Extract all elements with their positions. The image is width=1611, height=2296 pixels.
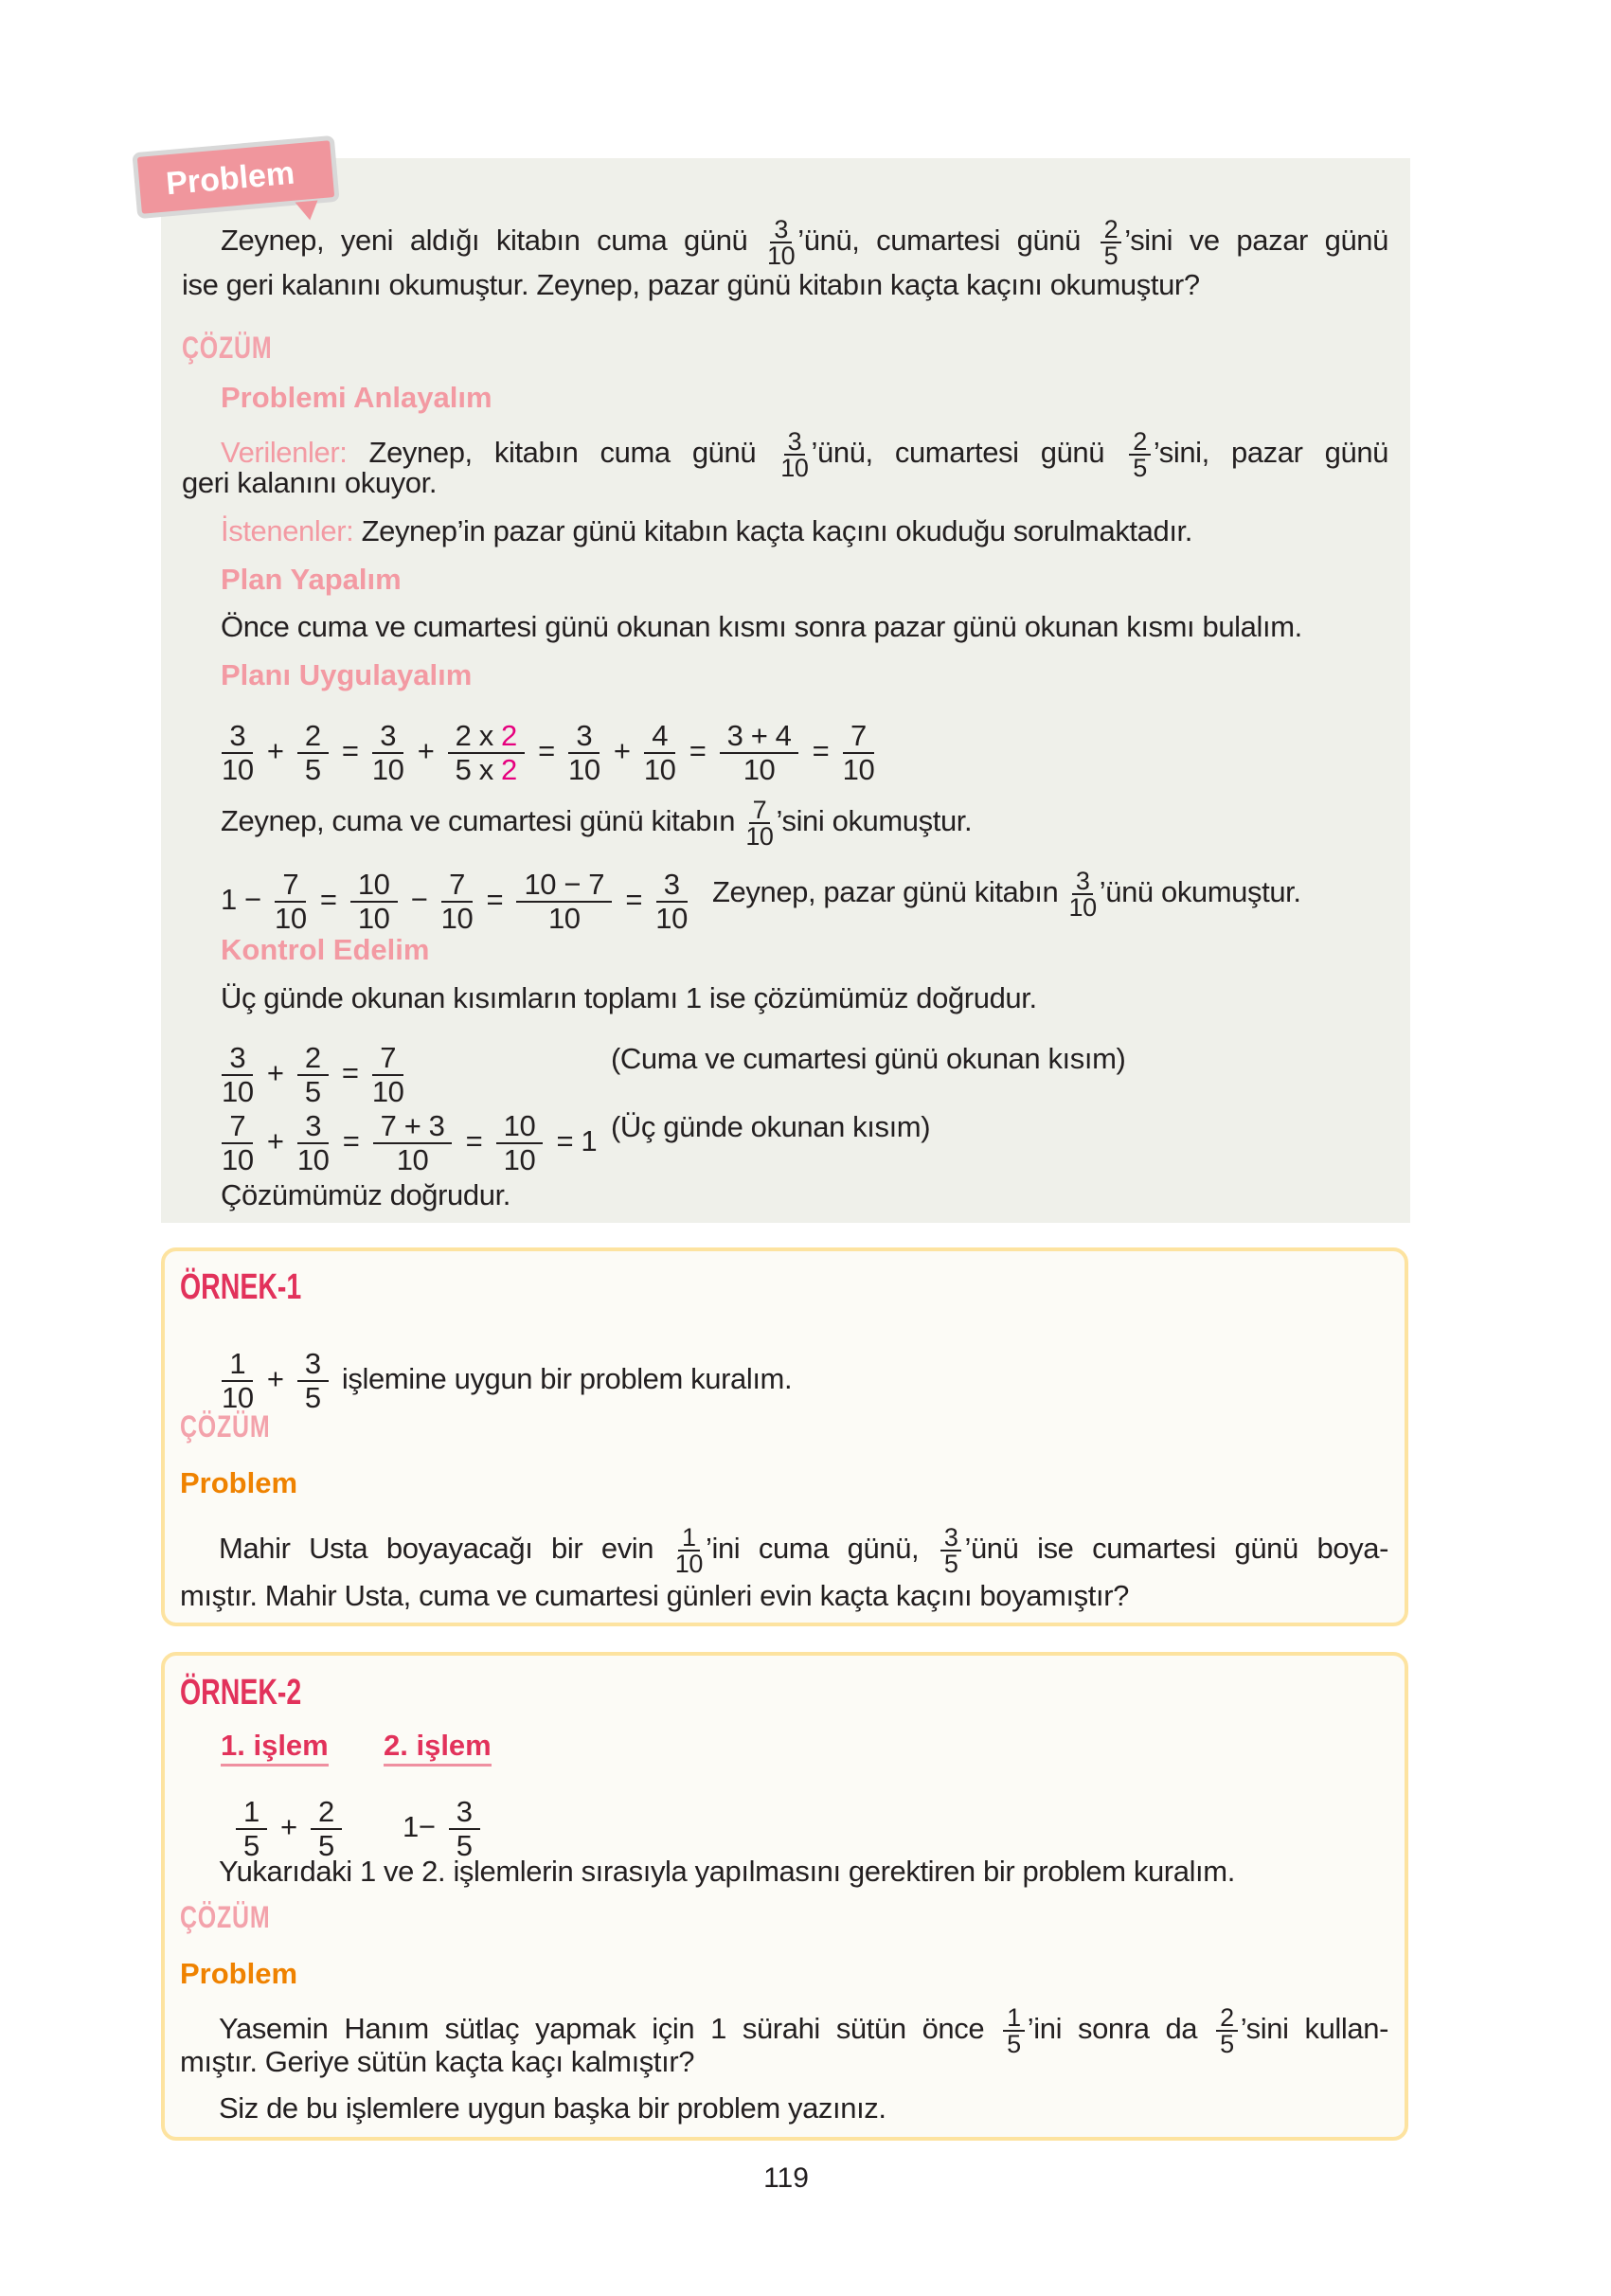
math-operator: = — [618, 883, 651, 917]
math-operator: = — [681, 734, 714, 768]
fraction-denominator: 10 — [767, 242, 796, 270]
fraction-denominator: 10 — [674, 1550, 703, 1578]
problem-text-line1 — [221, 217, 1388, 268]
fraction-numerator: 2 — [1129, 429, 1151, 456]
page-number: 119 — [763, 2162, 809, 2194]
fraction-denominator: 10 — [743, 753, 776, 786]
math-operator: + — [259, 1362, 292, 1396]
fraction — [222, 1042, 254, 1108]
equation-3-note: (Cuma ve cumartesi günü okunan kısım) — [611, 1042, 1126, 1075]
fraction-denominator: 10 — [842, 753, 875, 786]
fraction-denominator: 5 — [243, 1829, 260, 1862]
fraction — [1129, 429, 1151, 480]
text-segment: Zeynep, yeni aldığı kitabın cuma günü — [221, 224, 765, 258]
field-label: Verilenler: — [221, 436, 348, 470]
fraction-numerator: 7 — [749, 798, 771, 824]
fraction — [448, 720, 525, 786]
fraction — [236, 1796, 267, 1862]
math-operator: işlemine uygun bir problem kuralım. — [333, 1362, 793, 1396]
operation-1-label: 1. işlem — [221, 1729, 329, 1767]
fraction-denominator: 10 — [357, 902, 390, 935]
example-1-text-line2 — [180, 1579, 1129, 1613]
operation-2 — [403, 1796, 486, 1862]
example-2-solution-heading: ÇÖZÜM — [180, 1900, 271, 1934]
fraction — [843, 720, 875, 786]
fraction-denominator: 5 — [304, 1381, 321, 1414]
fraction-denominator: 5 — [304, 1075, 321, 1108]
problem-text-line2 — [182, 268, 1200, 302]
fraction-numerator: 3 — [222, 1042, 253, 1076]
fraction — [1101, 217, 1122, 268]
math-operator: + — [259, 1124, 292, 1158]
fraction — [297, 1110, 330, 1176]
fraction-numerator: 1 — [222, 1348, 253, 1382]
fraction-numerator: 7 — [222, 1110, 253, 1144]
math-operator: = — [334, 1124, 367, 1158]
fraction-numerator: 1 — [236, 1796, 267, 1830]
fraction — [644, 720, 676, 786]
example-2-problem-label: Problem — [180, 1957, 298, 1990]
math-operator: = — [333, 734, 367, 768]
fraction-numerator: 10 − 7 — [516, 869, 612, 903]
text-segment: Önce cuma ve cumartesi günü okunan kısmı sonra pazar günü okunan kısmı bulalım. — [221, 610, 1302, 643]
math-operator: + — [259, 734, 292, 768]
math-operator: = — [529, 734, 563, 768]
fraction-numerator: 2 — [297, 1042, 329, 1076]
fraction — [275, 869, 307, 935]
example-1-solution-heading: ÇÖZÜM — [180, 1409, 271, 1444]
exercise-text — [219, 2091, 886, 2126]
fraction-denominator: 5 — [1007, 2030, 1021, 2058]
math-operator: = 1 — [548, 1124, 598, 1158]
fraction-denominator: 10 — [296, 1143, 330, 1176]
fraction-denominator: 5 x 2 — [455, 753, 517, 786]
example-1-text-line1 — [219, 1525, 1388, 1576]
text-segment: ’sini, pazar günü — [1153, 436, 1388, 470]
text-segment: Zeynep, kitabın cuma günü — [347, 436, 779, 470]
fraction-numerator: 3 — [297, 1348, 329, 1382]
fraction — [297, 1348, 329, 1414]
fraction-denominator: 10 — [222, 1143, 254, 1176]
conclusion: Çözümümüz doğrudur. — [221, 1178, 511, 1211]
math-operator: − — [403, 883, 436, 917]
fraction-numerator: 2 x 2 — [448, 720, 525, 754]
equation-2 — [221, 869, 693, 935]
example-2-text-line2 — [180, 2045, 694, 2079]
problem-tag-label: Problem — [164, 154, 296, 203]
fraction-numerator: 7 — [275, 869, 306, 903]
fraction — [449, 1796, 480, 1862]
example-1-task — [216, 1348, 792, 1414]
math-operator: = — [478, 883, 511, 917]
fraction-numerator: 2 — [311, 1796, 342, 1830]
fraction-denominator: 10 — [643, 753, 676, 786]
math-operator: + — [605, 734, 638, 768]
math-operator: = — [312, 883, 345, 917]
text-segment: Zeynep’in pazar günü kitabın kaçta kaçını okuduğu sorulmaktadır. — [353, 514, 1192, 547]
fraction — [568, 720, 600, 786]
operation-2-label: 2. işlem — [384, 1729, 492, 1767]
fraction-denominator: 10 — [503, 1143, 536, 1176]
text-segment: Yasemin Hanım sütlaç yapmak için 1 sürahi sütün önce — [219, 2012, 1001, 2046]
solution-heading: ÇÖZÜM — [182, 331, 273, 365]
text-segment: ’ünü ise cumartesi günü boya- — [964, 1532, 1388, 1566]
text-segment: ’ini cuma günü, — [705, 1532, 938, 1566]
fraction — [1003, 2005, 1025, 2056]
fraction-denominator: 10 — [396, 1143, 429, 1176]
fraction — [675, 1525, 703, 1576]
understand-heading: Problemi Anlayalım — [221, 381, 492, 414]
text-segment: ise geri kalanını okumuştur. Zeynep, pazar günü kitabın kaçta kaçını okumuştur? — [182, 268, 1200, 301]
highlighted-factor: 2 — [501, 753, 517, 786]
fraction — [940, 1525, 962, 1576]
fraction-numerator: 1 — [678, 1525, 700, 1552]
math-operator: = — [333, 1056, 367, 1090]
fraction — [222, 1348, 254, 1414]
fraction-numerator: 2 — [1101, 217, 1122, 243]
text-segment: Zeynep, cuma ve cumartesi günü kitabın — [221, 804, 743, 838]
fraction — [655, 869, 688, 935]
fraction — [745, 798, 773, 849]
fraction — [767, 217, 795, 268]
fraction-numerator: 3 + 4 — [720, 720, 799, 754]
fraction — [441, 869, 474, 935]
fraction — [496, 1110, 544, 1176]
example-1-title: ÖRNEK-1 — [180, 1267, 302, 1307]
text-segment: mıştır. Mahir Usta, cuma ve cumartesi günleri evin kaçta kaçını boyamıştır? — [180, 1579, 1129, 1612]
text-segment: Mahir Usta boyayacağı bir evin — [219, 1532, 672, 1566]
fraction-denominator: 5 — [1220, 2030, 1234, 2058]
fraction-numerator: 3 — [940, 1525, 962, 1552]
math-operator: 1 − — [221, 883, 269, 917]
apply-heading: Planı Uygulayalım — [221, 658, 473, 691]
fraction-numerator: 4 — [644, 720, 675, 754]
fraction — [222, 1110, 254, 1176]
fraction-denominator: 10 — [655, 902, 688, 935]
fraction-numerator: 3 — [297, 1110, 329, 1144]
text-segment: Zeynep, pazar günü kitabın — [712, 875, 1066, 909]
asked-line — [221, 514, 1192, 548]
fraction-denominator: 10 — [745, 822, 774, 851]
fraction-numerator: 3 — [1072, 869, 1094, 895]
fraction-numerator: 3 — [449, 1796, 480, 1830]
fraction — [1216, 2005, 1238, 2056]
fraction-numerator: 3 — [656, 869, 688, 903]
example-1-problem-label: Problem — [180, 1466, 298, 1499]
plan-heading: Plan Yapalım — [221, 563, 402, 596]
fraction — [516, 869, 612, 935]
fraction-numerator: 3 — [372, 720, 403, 754]
fraction-denominator: 10 — [440, 902, 474, 935]
example-2-title: ÖRNEK-2 — [180, 1673, 302, 1713]
fraction-numerator: 10 — [496, 1110, 544, 1144]
fraction — [297, 1042, 329, 1108]
fraction — [720, 720, 799, 786]
check-heading: Kontrol Edelim — [221, 933, 430, 966]
math-operator: + — [272, 1810, 305, 1844]
equation-4-note: (Üç günde okunan kısım) — [611, 1110, 931, 1143]
text-segment: ’ini sonra da — [1027, 2012, 1214, 2046]
highlighted-factor: 2 — [501, 719, 517, 752]
fraction-denominator: 5 — [304, 753, 321, 786]
fraction — [297, 720, 329, 786]
fraction-denominator: 10 — [371, 753, 404, 786]
fraction-denominator: 10 — [547, 902, 581, 935]
given-line2 — [182, 466, 437, 500]
fraction-numerator: 1 — [1003, 2005, 1025, 2032]
fraction-numerator: 7 — [843, 720, 874, 754]
example-2-task — [219, 1855, 1235, 1889]
equation-1 — [216, 720, 880, 786]
fraction-denominator: 10 — [371, 1075, 404, 1108]
fraction-denominator: 10 — [1068, 893, 1097, 922]
fraction-numerator: 2 — [297, 720, 329, 754]
text-segment: ’ünü, cumartesi günü — [811, 436, 1127, 470]
check-text — [221, 981, 1037, 1015]
fraction-numerator: 7 — [441, 869, 473, 903]
text-segment: ’sini okumuştur. — [776, 804, 973, 838]
text-segment: Yukarıdaki 1 ve 2. işlemlerin sırasıyla yapılmasını gerektiren bir problem kuralım. — [219, 1855, 1235, 1888]
fraction-denominator: 10 — [222, 753, 254, 786]
text-segment: ’sini ve pazar günü — [1124, 224, 1388, 258]
fraction-numerator: 3 — [784, 429, 806, 456]
fraction-denominator: 5 — [317, 1829, 334, 1862]
fraction-denominator: 10 — [568, 753, 600, 786]
result-1 — [221, 798, 972, 849]
operation-1 — [230, 1796, 348, 1862]
fraction-numerator: 2 — [1216, 2005, 1238, 2032]
fraction-denominator: 5 — [1103, 242, 1119, 270]
field-label: İstenenler: — [221, 514, 354, 547]
text-segment: Siz de bu işlemlere uygun başka bir problem yazınız. — [219, 2091, 886, 2125]
fraction-denominator: 10 — [222, 1075, 254, 1108]
plan-text — [221, 610, 1302, 644]
fraction-numerator: 7 — [372, 1042, 403, 1076]
text-segment: geri kalanını okuyor. — [182, 466, 438, 499]
fraction-denominator: 5 — [456, 1829, 473, 1862]
fraction — [350, 869, 398, 935]
problem-tag — [132, 135, 339, 219]
fraction-denominator: 5 — [1133, 454, 1147, 482]
equation-3 — [216, 1042, 410, 1108]
math-operator: = — [457, 1124, 491, 1158]
text-segment: ’ünü, cumartesi günü — [797, 224, 1098, 258]
fraction — [311, 1796, 342, 1862]
result-2 — [712, 869, 1301, 920]
fraction — [222, 720, 254, 786]
fraction — [372, 1042, 404, 1108]
fraction — [780, 429, 808, 480]
fraction-denominator: 5 — [943, 1550, 958, 1578]
fraction-numerator: 3 — [770, 217, 792, 243]
fraction-denominator: 10 — [274, 902, 307, 935]
text-segment: mıştır. Geriye sütün kaçta kaçı kalmıştır? — [180, 2045, 695, 2078]
fraction-numerator: 3 — [222, 720, 253, 754]
fraction — [1069, 869, 1097, 920]
text-segment: ’sini kullan- — [1240, 2012, 1389, 2046]
fraction-numerator: 10 — [350, 869, 398, 903]
fraction-denominator: 10 — [222, 1381, 254, 1414]
text-segment: ’ünü okumuştur. — [1099, 875, 1301, 909]
text-segment: Üç günde okunan kısımların toplamı 1 ise çözümümüz doğrudur. — [221, 981, 1037, 1014]
math-operator: 1− — [403, 1810, 443, 1844]
math-operator: + — [259, 1056, 292, 1090]
fraction — [372, 720, 404, 786]
equation-4 — [216, 1110, 597, 1176]
fraction-denominator: 10 — [780, 454, 809, 482]
math-operator: = — [804, 734, 837, 768]
fraction — [373, 1110, 453, 1176]
fraction-numerator: 3 — [568, 720, 600, 754]
math-operator: + — [409, 734, 442, 768]
fraction-numerator: 7 + 3 — [373, 1110, 453, 1144]
